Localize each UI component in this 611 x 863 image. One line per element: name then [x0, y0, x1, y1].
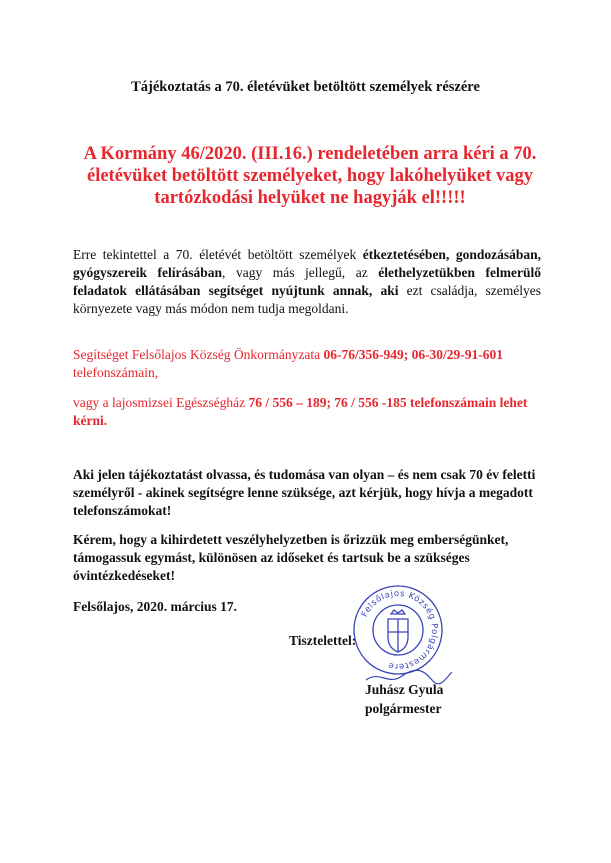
municipality-phones: 06-76/356-949; 06-30/29-91-601	[323, 347, 504, 362]
health-center-phones: 76 / 556 – 189; 76 / 556 -185 telefonszámain lehet kérni.	[73, 395, 528, 428]
place-date: Felsőlajos, 2020. március 17.	[73, 599, 237, 614]
official-stamp	[352, 584, 444, 676]
svg-text:Felsőlajos Község Polgármester	[360, 589, 439, 671]
stamp-text: Felsőlajos Község Polgármestere	[359, 588, 440, 672]
services-highlight: étkeztetésében, gondozásában, gyógyszereik felírásában	[73, 247, 541, 280]
intro-paragraph: Erre tekintettel a 70. életévét betöltött személyek étkeztetésében, gondozásában, gyógyszereik felírásában, vagy más jellegű, az élethelyzetükben felmerülő feladatok ellátásában segítséget nyújtunk annak, aki ezt családja, személyes környezete vagy más módon nem tudja megoldani.	[73, 247, 541, 316]
contact-health-center: vagy a lajosmizsei Egészségház 76 / 556 – 189; 76 / 556 -185 telefonszámain lehet kérni.	[73, 395, 528, 428]
regards-label: Tisztelettel:	[289, 633, 357, 648]
contact-municipality: Segítséget Felsőlajos Község Önkormányzata 06-76/356-949; 06-30/29-91-601 telefonszámain,	[73, 347, 504, 380]
appeal-paragraph: Kérem, hogy a kihirdetett veszélyhelyzetben is őrizzük meg emberségünket, támogassuk egymást, különösen az időseket és tartsuk be a szükséges óvintézkedéseket!	[73, 532, 509, 583]
signer-title: polgármester	[365, 701, 442, 716]
signer-name: Juhász Gyula	[365, 682, 444, 697]
headline-notice: A Kormány 46/2020. (III.16.) rendeletében arra kéri a 70. életévüket betöltött személyeket, hogy lakóhelyüket vagy tartózkodási helyüket ne hagyják el!!!!!	[83, 144, 537, 208]
request-paragraph: Aki jelen tájékoztatást olvassa, és tudomása van olyan – és nem csak 70 év feletti személyről - akinek segítségre lenne szüksége, azt kérjük, hogy hívja a megadott telefonszámokat!	[73, 467, 536, 518]
page-title: Tájékoztatás a 70. életévüket betöltött személyek részére	[131, 79, 480, 95]
assistance-highlight: élethelyzetükben felmerülő feladatok ellátásában segítséget nyújtunk annak, aki	[73, 265, 541, 298]
